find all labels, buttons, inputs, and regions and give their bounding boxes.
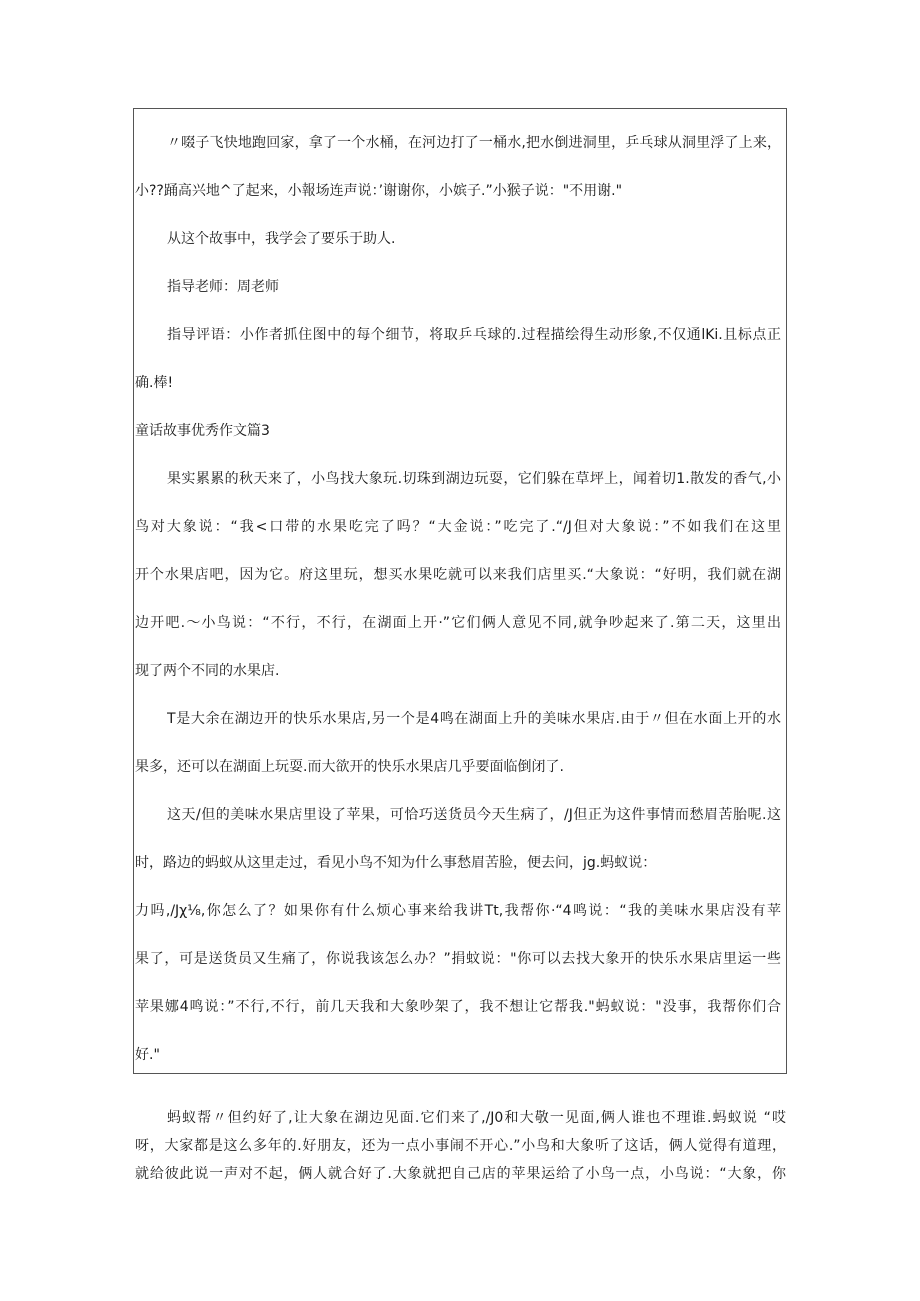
content-box <box>133 108 787 1074</box>
paragraph-line: 蚂蚁帮〃但约好了,让大象在湖边见面.它们来了,/J0和大敬一见面,俩人谁也不理谁.蚂蚁说 “哎 <box>167 1110 786 1126</box>
teacher-line: 指导老师：周老师 <box>167 279 279 295</box>
paragraph-line: 果实累累的秋天来了，小鸟找大象玩.切珠到湖边玩耍，它们躲在草坪上，闻着切1.散发的香气,小 <box>167 471 781 487</box>
comment-line: 指导评语：小作者抓住图中的每个细节，将取乒乓球的.过程描绘得生动形象,不仅通lKi.且标点正 <box>167 327 781 343</box>
paragraph-line: 小??踊高兴地^了起来，小報场连声说：’谢谢你，小嫔子.”小猴子说："不用谢." <box>135 183 623 199</box>
paragraph-line: 这天/但的美味水果店里设了苹果，可恰巧送货员今天生病了，/J但正为这件事情而愁眉苦胎呢.这 <box>167 807 781 823</box>
paragraph-line: 就给彼此说一声对不起，俩人就合好了.大象就把自己店的苹果运给了小鸟一点，小鸟说：“大象，你 <box>135 1166 786 1182</box>
paragraph-line: T是大余在湖边开的快乐水果店,另一个是4鸣在湖面上升的美味水果店.由于〃但在水面上开的水 <box>167 711 781 727</box>
comment-line: 确.棒! <box>135 375 174 391</box>
section-heading: 童话故事优秀作文篇3 <box>135 423 270 439</box>
paragraph-line: 果了，可是送货员又生痛了，你说我该怎么办？”捐蚊说："你可以去找大象开的快乐水果店里运一些 <box>135 951 781 967</box>
paragraph-line: 呀，大家都是这么多年的.好朋友，还为一点小事闹不开心.”小鸟和大象听了这话，俩人觉得有道理， <box>135 1138 786 1154</box>
paragraph-line: 力吗,/Jχ⅛,你怎么了？如果你有什么烦心事来给我讲Tt,我帮你·“4鸣说：“我的美味水果店没有苹 <box>135 903 781 919</box>
paragraph-line: 〃啜子飞快地跑回家，拿了一个水桶，在河边打了一桶水,把水倒进洞里，乒乓球从洞里浮了上来， <box>167 135 781 151</box>
paragraph-line: 从这个故事中，我学会了要乐于助人. <box>167 231 396 247</box>
paragraph-line: 好." <box>135 1047 160 1063</box>
paragraph-line: 苹果娜4鸣说：”不行,不行，前几天我和大象吵架了，我不想让它帮我."蚂蚁说："没事，我帮你们合 <box>135 999 781 1015</box>
paragraph-line: 边开吧.〜小鸟说：“不行，不行，在湖面上开·”它们俩人意见不同,就争吵起来了.第二天，这里出 <box>135 615 781 631</box>
paragraph-line: 时，路边的蚂蚁从这里走过，看见小鸟不知为什么事愁眉苦脸，便去问，jg.蚂蚁说： <box>135 855 657 871</box>
paragraph-line: 开个水果店吧，因为它。府这里玩，想买水果吃就可以来我们店里买.“大象说：“好明，我们就在湖 <box>135 567 781 583</box>
paragraph-line: 现了两个不同的水果店. <box>135 663 280 679</box>
paragraph-line: 果多，还可以在湖面上玩耍.而大欲开的快乐水果店几乎要面临倒闭了. <box>135 759 564 775</box>
paragraph-line: 鸟对大象说：“我<口带的水果吃完了吗？“大金说：”吃完了.“/J但对大象说：”不如我们在这里 <box>135 519 781 535</box>
